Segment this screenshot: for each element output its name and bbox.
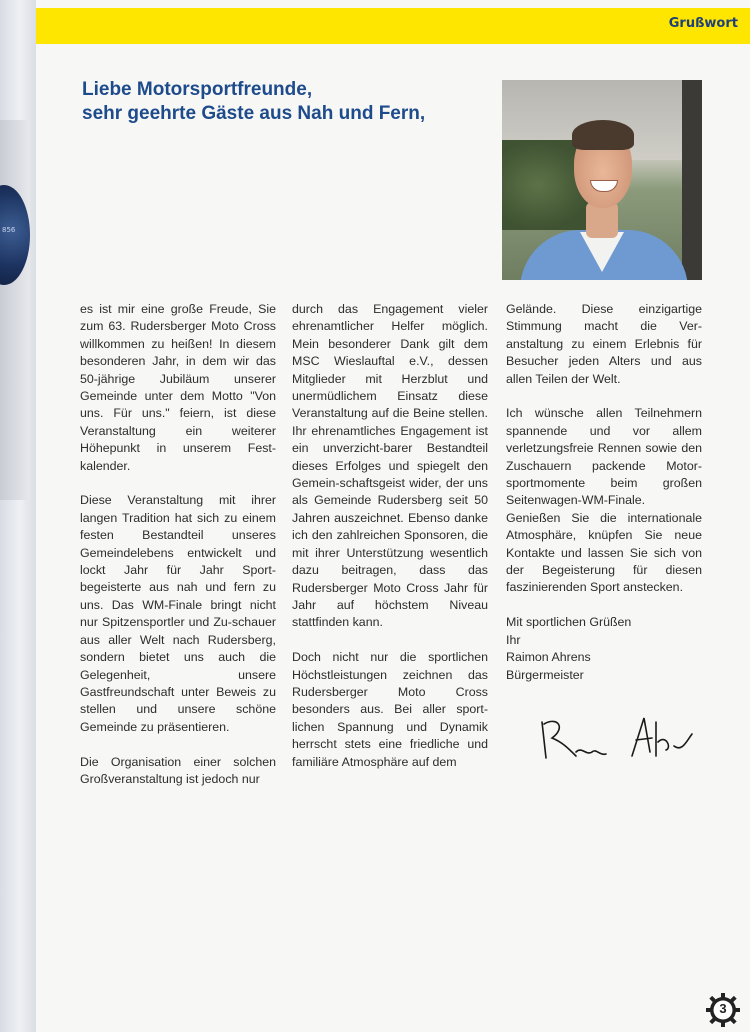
paragraph: Die Organisation einer solchen Großveranstaltung ist jedoch nur — [80, 754, 276, 786]
paragraph: durch das Engagement vieler ehrenamtlicher Helfer möglich. Mein besonderer Dank gilt dem MSC Wieslauftal e.V., dessen Mitglieder mit Herzblut und unermüdlichem Einsatz diese Veranstaltung auf die Beine stellen. Ihr ehrenamtliches Engagement ist ein unverzicht-barer Bestandteil dieses Erfolges und spiegelt den Gemein-schaftsgeist wider, der uns als Gemeinde Rudersberg seit 50 Jahren auszeichnet. Ebenso danke ich den zahlreichen Sponsoren, die mit ihrer Unterstützung wesentlich dazu beitragen, dass das Rudersberger Moto Cross Jahr für Jahr auf höchstem Niveau stattfinden kann. — [292, 302, 488, 630]
previous-page-logo-text: 856 — [2, 226, 16, 234]
section-header-bar — [36, 8, 750, 44]
paragraph: Gelände. Diese einzigartige Stimmung macht die Ver-anstaltung zu einem Erlebnis für Besucher jeden Alters und aus allen Teilen der Welt. — [506, 302, 702, 386]
handwritten-signature — [536, 712, 696, 772]
section-title: Grußwort — [668, 16, 738, 31]
text-column-1 — [80, 301, 276, 806]
greeting-line-2: sehr geehrte Gäste aus Nah und Fern, — [82, 103, 426, 124]
paragraph: Diese Veranstaltung mit ihrer langen Tradition hat sich zu einem festen Bestandteil unseres Gemeindelebens entwickelt und lockt Jahr für Jahr Sport-begeisterte aus nah und fern zu uns. Das WM-Finale bringt nicht nur Spitzensportler und Zu-schauer aus aller Welt nach Rudersberg, sondern bietet uns auch die Gelegenheit, unsere Gastfreundschaft unter Beweis zu stellen und unsere schöne Gemeinde zu präsentieren. — [80, 493, 276, 734]
mayor-portrait-photo — [502, 80, 702, 280]
closing-block — [506, 614, 702, 684]
watermark-sponsor — [318, 38, 329, 77]
paragraph: Ich wünsche allen Teilnehmern spannende und vor allem verletzungsfreie Rennen sowie den Zuschauern packende Motor-sportmomente beim großen Seitenwagen-WM-Finale. Genießen Sie die internationale Atmosphäre, knüpfen Sie neue Kontakte und lassen Sie sich von der Begeisterung für diesen faszinierenden Sport anstecken. — [506, 406, 702, 595]
text-column-3 — [506, 301, 702, 684]
previous-page-shadow — [0, 120, 30, 500]
greeting-line-1: Liebe Motorsportfreunde, — [82, 79, 313, 100]
closing-salutation: Mit sportlichen Grüßen — [506, 615, 632, 630]
paragraph: Doch nicht nur die sportlichen Höchstleistungen zeichnen das Rudersberger Moto Cross besonders aus. Bei aller sport-lichen Spannung und Dynamik herrscht stets eine friedliche und familiäre Atmosphäre auf dem — [292, 650, 488, 769]
text-column-2 — [292, 301, 488, 788]
paragraph: es ist mir eine große Freude, Sie zum 63. Rudersberger Moto Cross willkommen zu heißen! In diesem besonderen Jahr, in dem wir das 50-jährige Jubiläum unserer Gemeinde unter dem Motto "Von uns. Für uns." feiern, ist diese Veranstaltung ein weiterer Höhepunkt in unserem Fest-kalender. — [80, 302, 276, 473]
closing-ihr: Ihr — [506, 632, 521, 647]
greeting-heading — [82, 78, 502, 126]
signer-name: Raimon Ahrens — [506, 650, 591, 665]
page-number: 3 — [719, 1001, 727, 1016]
signer-title: Bürgermeister — [506, 667, 584, 682]
